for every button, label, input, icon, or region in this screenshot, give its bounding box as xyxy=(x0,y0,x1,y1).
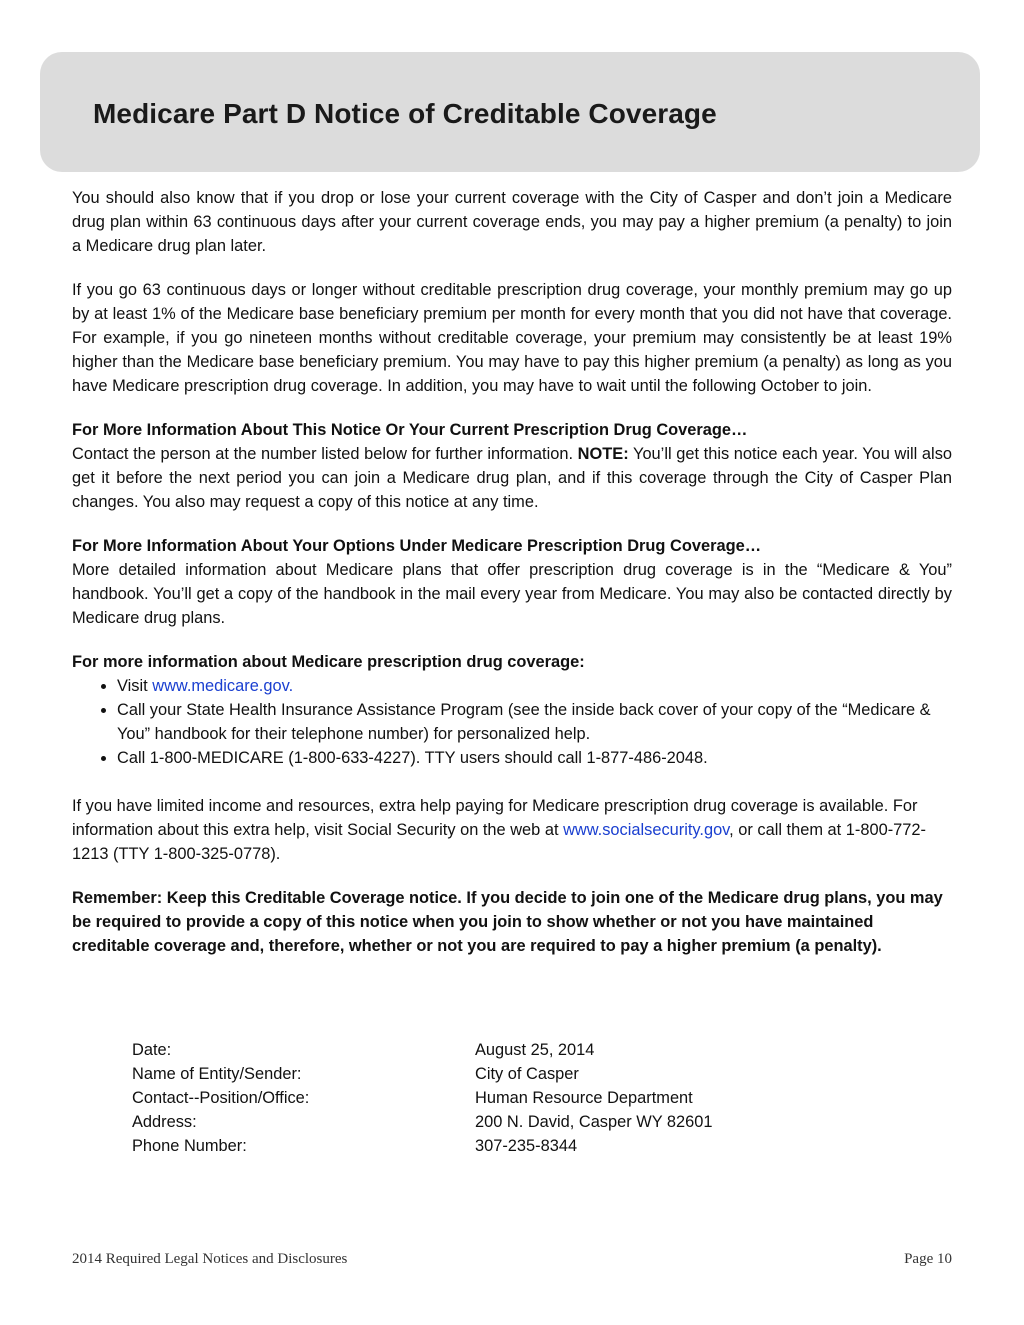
section-options-heading: For More Information About Your Options Under Medicare Prescription Drug Coverage… xyxy=(72,537,762,555)
info-bullet-list xyxy=(72,674,952,770)
list-item xyxy=(117,674,952,698)
contact-value: August 25, 2014 xyxy=(475,1041,595,1059)
note-label: NOTE: xyxy=(577,445,629,463)
table-row xyxy=(132,1110,713,1134)
paragraph-remember: Remember: Keep this Creditable Coverage notice. If you decide to join one of the Medicare drug plans, you may be required to provide a copy of this notice when you join to show whether or not you have maintained creditable coverage and, therefore, whether or not you are required to pay a higher premium (a penalty). xyxy=(72,889,943,955)
extra-help-text-a: If you have limited income and resources, extra help paying for Medicare prescription drug coverage is available. For information about this extra help, visit Social Security on the web at xyxy=(72,797,918,839)
section-notice-info xyxy=(72,418,952,514)
section-notice-heading: For More Information About This Notice Or Your Current Prescription Drug Coverage… xyxy=(72,421,748,439)
contact-value: City of Casper xyxy=(475,1065,579,1083)
contact-value: Human Resource Department xyxy=(475,1089,693,1107)
socialsecurity-gov-link[interactable]: www.socialsecurity.gov xyxy=(563,821,730,839)
section-more-info xyxy=(72,650,952,770)
table-row xyxy=(132,1062,713,1086)
contact-label: Address: xyxy=(132,1113,197,1131)
table-row xyxy=(132,1038,713,1062)
section-options-text: More detailed information about Medicare plans that offer prescription drug coverage is in the “Medicare & You” handbook. You’ll get a copy of the handbook in the mail every year from Medicare. You may also be contacted directly by Medicare drug plans. xyxy=(72,561,952,627)
medicare-gov-link[interactable]: www.medicare.gov. xyxy=(152,677,294,695)
contact-label: Phone Number: xyxy=(132,1137,247,1155)
contact-value: 200 N. David, Casper WY 82601 xyxy=(475,1113,713,1131)
notice-body xyxy=(72,186,952,978)
paragraph-extra-help xyxy=(72,794,952,866)
contact-value: 307-235-8344 xyxy=(475,1137,578,1155)
bullet-visit-prefix: Visit xyxy=(117,677,153,695)
contact-label: Date: xyxy=(132,1041,172,1059)
extra-help-text-b: , or call them at 1-800-772-1213 (TTY 1-800-325-0778). xyxy=(72,821,926,863)
title-banner xyxy=(40,52,980,172)
paragraph-penalty-intro: You should also know that if you drop or lose your current coverage with the City of Casper and don’t join a Medicare drug plan within 63 continuous days after your current coverage ends, you may pay a higher premium (a penalty) to join a Medicare drug plan later. xyxy=(72,189,952,255)
footer-page-number: Page 10 xyxy=(904,1251,952,1267)
list-item: • Call your State Health Insurance Assistance Program (see the inside back cover of your copy of the “Medicare & You” handbook for their telephone number) for personalized help. xyxy=(117,698,952,746)
list-item: • Call 1-800-MEDICARE (1-800-633-4227). TTY users should call 1-877-486-2048. xyxy=(117,746,952,770)
footer-document-title: 2014 Required Legal Notices and Disclosures xyxy=(72,1251,348,1267)
contact-info-table xyxy=(132,1038,713,1158)
section-more-info-heading: For more information about Medicare prescription drug coverage: xyxy=(72,653,585,671)
table-row xyxy=(132,1086,713,1110)
section-options-info xyxy=(72,534,952,630)
contact-label: Contact--Position/Office: xyxy=(132,1089,310,1107)
section-notice-text-b: You’ll get this notice each year. You will also get it before the next period you can join a Medicare drug plan, and if this coverage through the City of Casper Plan changes. You also may request a copy of this notice at any time. xyxy=(72,445,952,511)
table-row xyxy=(132,1134,713,1158)
page-title: Medicare Part D Notice of Creditable Coverage xyxy=(93,98,717,129)
section-notice-text-a: Contact the person at the number listed below for further information. xyxy=(72,445,578,463)
paragraph-penalty-details: If you go 63 continuous days or longer without creditable prescription drug coverage, your monthly premium may go up by at least 1% of the Medicare base beneficiary premium per month for every month that you did not have that coverage. For example, if you go nineteen months without creditable coverage, your premium may consistently be at least 19% higher than the Medicare base beneficiary premium. You may have to pay this higher premium (a penalty) as long as you have Medicare prescription drug coverage. In addition, you may have to wait until the following October to join. xyxy=(72,281,952,395)
contact-label: Name of Entity/Sender: xyxy=(132,1065,302,1083)
